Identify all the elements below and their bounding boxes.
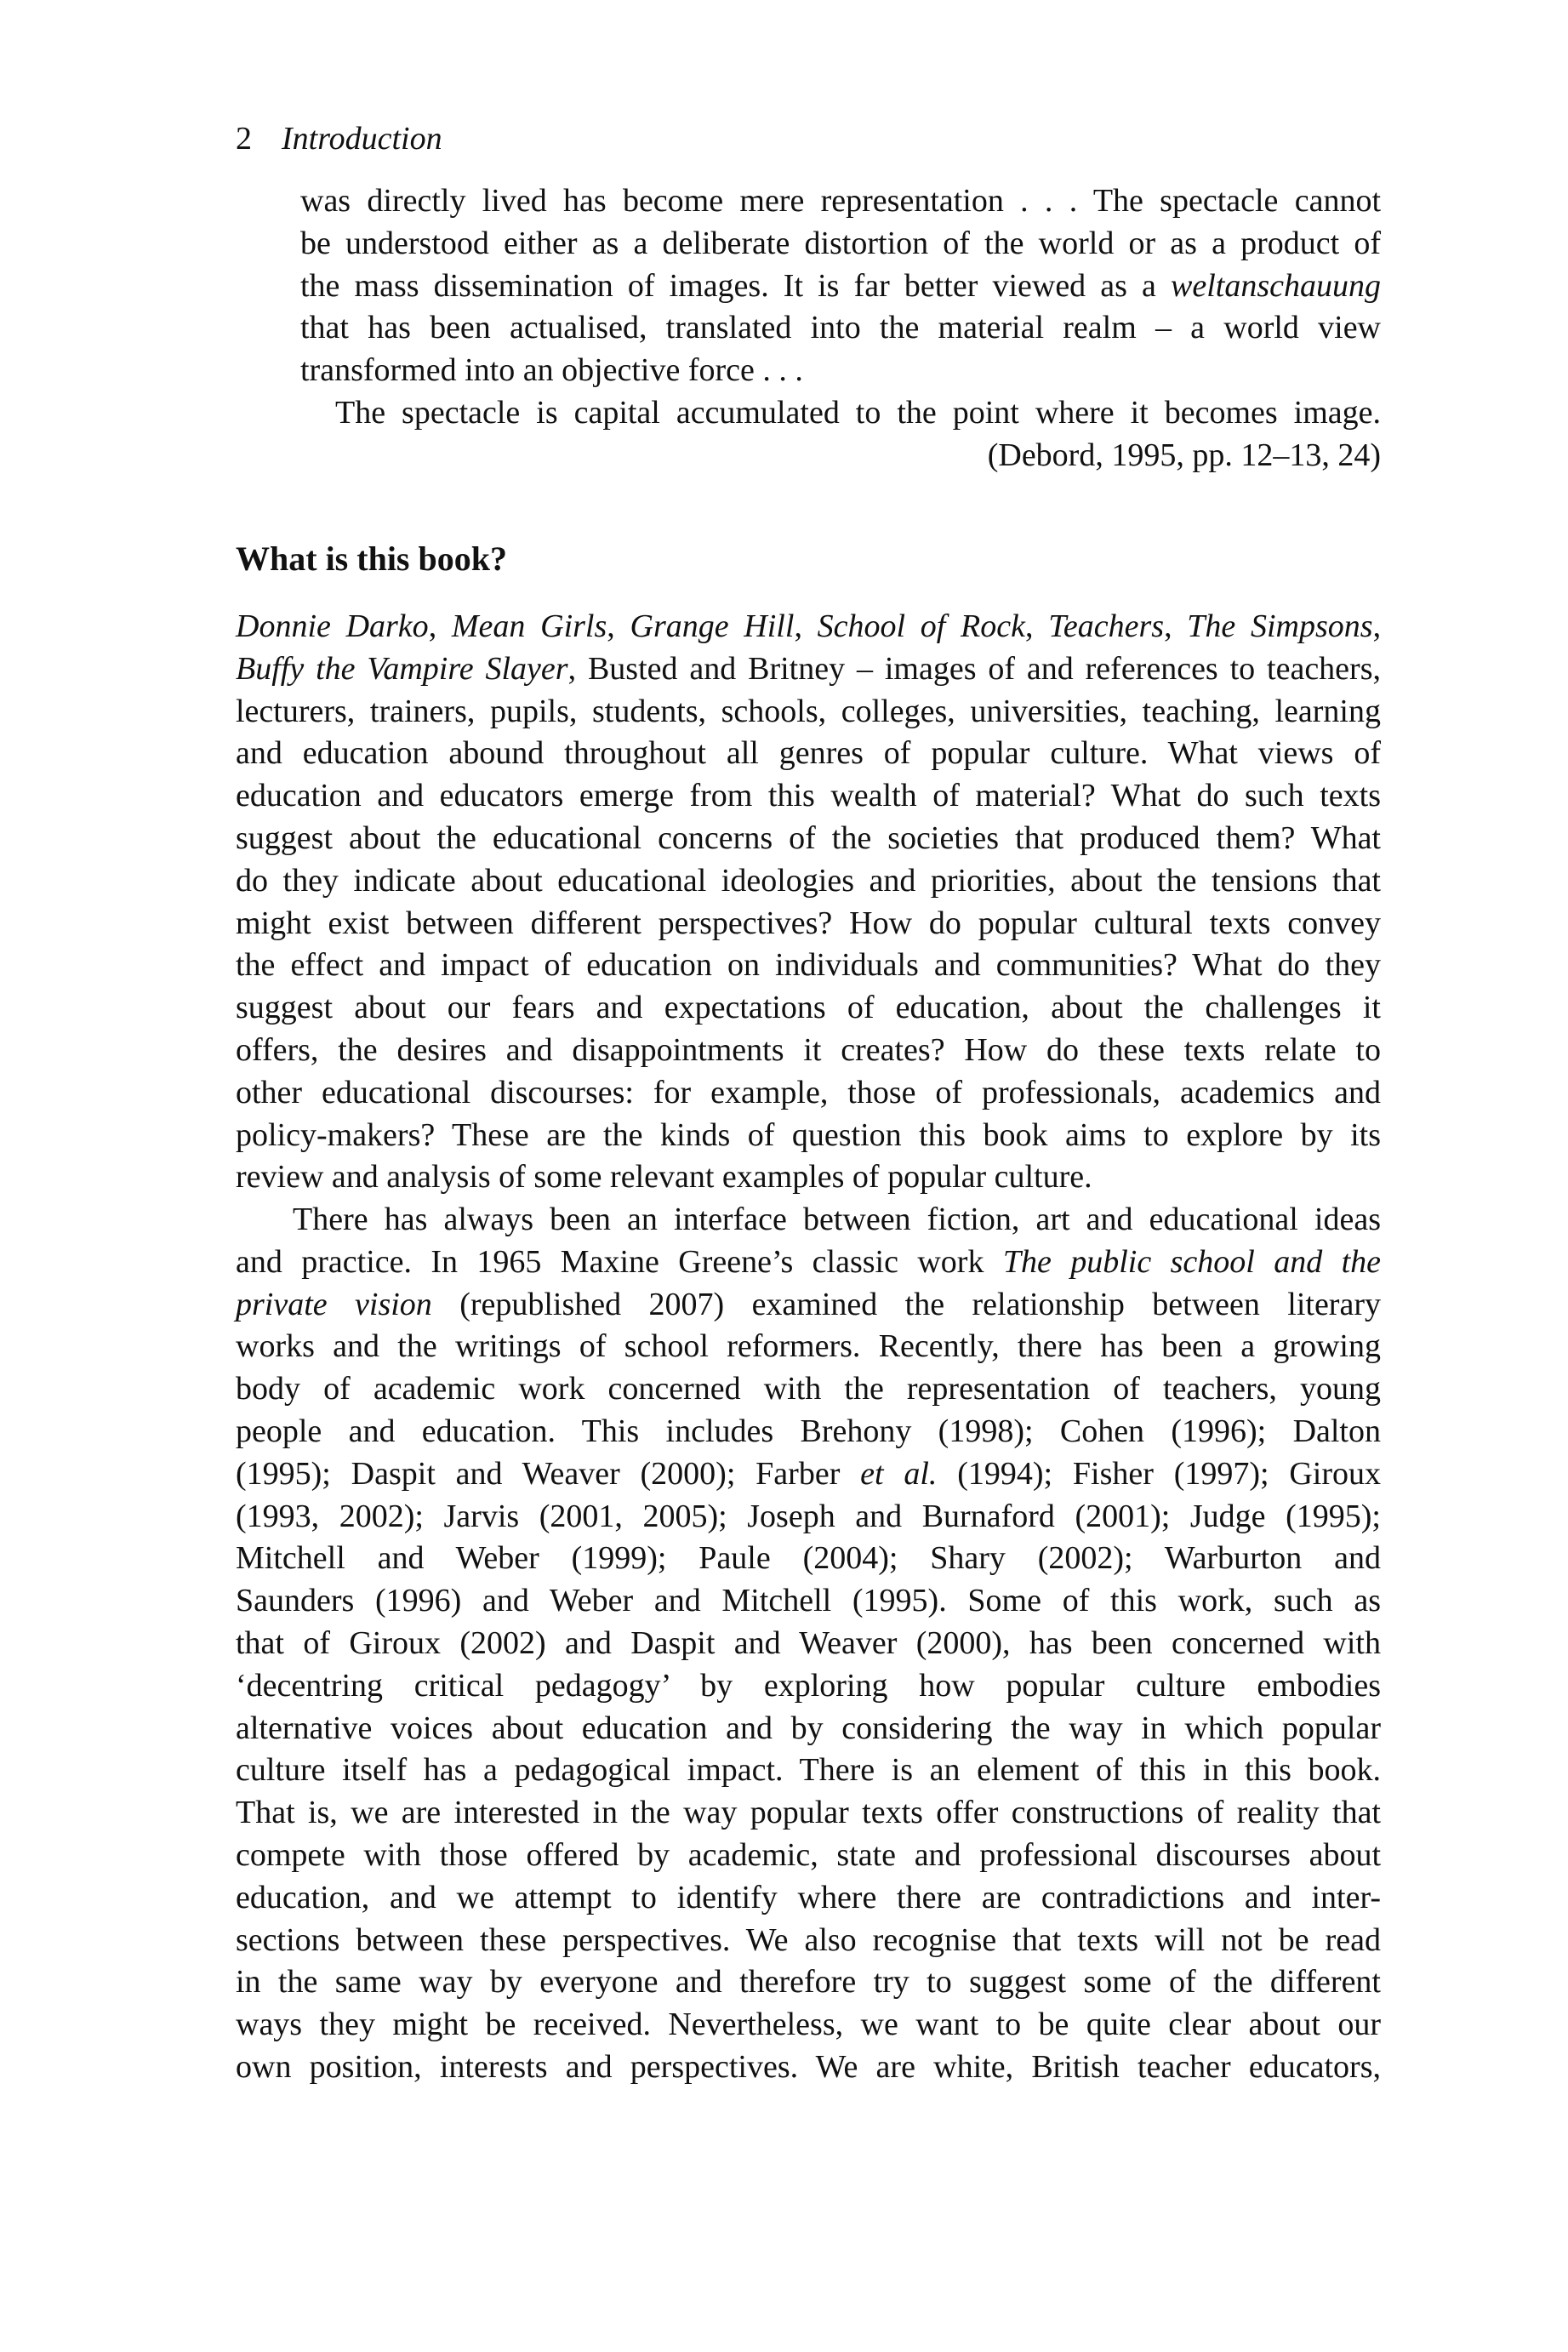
block-quote xyxy=(300,180,1381,477)
text-segment: (Debord, 1995, pp. 12–13, 24) xyxy=(987,437,1381,473)
text-segment: that of Giroux (2002) and Daspit and Weaver (2000), has been concerned with xyxy=(236,1624,1381,1661)
text-segment: body of academic work concerned with the representation of teachers, young xyxy=(236,1371,1381,1407)
running-header xyxy=(236,117,442,160)
text-segment: ways they might be received. Nevertheless, we want to be quite clear about our xyxy=(236,2007,1381,2043)
text-segment: (1993, 2002); Jarvis (2001, 2005); Joseph and Burnaford (2001); Judge (1995); xyxy=(236,1498,1381,1534)
text-segment: offers, the desires and disappointments it creates? How do these texts relate to xyxy=(236,1031,1381,1068)
text-line xyxy=(236,1538,1381,1580)
text-line xyxy=(236,987,1381,1030)
text-segment: , xyxy=(794,608,818,644)
text-line xyxy=(236,1368,1381,1411)
text-line xyxy=(236,1284,1381,1327)
text-line xyxy=(236,1961,1381,2004)
text-segment: the mass dissemination of images. It is far better viewed as a xyxy=(300,267,1172,304)
text-segment: , xyxy=(1025,608,1049,644)
text-line xyxy=(236,1792,1381,1835)
italic-text: Teachers xyxy=(1048,608,1165,644)
text-segment: be understood either as a deliberate distortion of the world or as a product of xyxy=(300,225,1381,261)
text-segment: , xyxy=(1164,608,1188,644)
italic-text: Grange Hill xyxy=(630,608,795,644)
text-segment: policy-makers? These are the kinds of question this book aims to explore by its xyxy=(236,1116,1381,1153)
text-line xyxy=(236,1496,1381,1539)
text-line xyxy=(236,1920,1381,1962)
italic-text: School of Rock xyxy=(817,608,1026,644)
text-segment: own position, interests and perspectives. We are white, British teacher educators, xyxy=(236,2048,1381,2085)
text-segment: Mitchell and Weber (1999); Paule (2004); Shary (2002); Warburton and xyxy=(236,1540,1381,1577)
text-segment: That is, we are interested in the way popular texts offer constructions of reality that xyxy=(236,1795,1381,1831)
text-line xyxy=(236,775,1381,818)
paragraph-2 xyxy=(236,1199,1381,2089)
text-segment: and education abound throughout all genres of popular culture. What views of xyxy=(236,735,1381,772)
text-segment: The spectacle is capital accumulated to the point where it becomes image. xyxy=(335,394,1381,431)
page-number: 2 xyxy=(236,121,252,157)
text-line xyxy=(236,2047,1381,2089)
text-segment: transformed into an objective force . . . xyxy=(300,352,803,389)
citation xyxy=(300,435,1381,477)
text-segment: and practice. In 1965 Maxine Greene’s classic work xyxy=(236,1243,1003,1280)
paragraph-1 xyxy=(236,606,1381,1199)
text-line xyxy=(236,1199,1381,1242)
text-segment: ‘decentring critical pedagogy’ by exploring how popular culture embodies xyxy=(236,1667,1381,1704)
text-line xyxy=(300,392,1381,435)
section-heading: What is this book? xyxy=(236,539,507,578)
text-line xyxy=(236,1030,1381,1072)
text-line xyxy=(236,903,1381,945)
text-line xyxy=(300,265,1381,308)
text-line xyxy=(236,1411,1381,1453)
text-line xyxy=(236,1580,1381,1623)
text-segment: other educational discourses: for example, those of professionals, academics and xyxy=(236,1074,1381,1110)
text-line xyxy=(236,1156,1381,1199)
text-segment: There has always been an interface between fiction, art and educational ideas xyxy=(293,1202,1381,1237)
text-segment: , xyxy=(607,608,630,644)
text-line xyxy=(236,1623,1381,1665)
text-segment: Saunders (1996) and Weber and Mitchell (1995). Some of this work, such as xyxy=(236,1583,1381,1619)
text-line xyxy=(300,180,1381,223)
text-segment: education and educators emerge from this wealth of material? What do such texts xyxy=(236,778,1381,814)
text-segment: that has been actualised, translated into the material realm – a world view xyxy=(300,310,1381,346)
text-line xyxy=(300,223,1381,265)
text-line xyxy=(236,860,1381,903)
text-segment: , Busted and Britney – images of and references to teachers, xyxy=(567,650,1381,687)
text-segment: people and education. This includes Brehony (1998); Cohen (1996); Dalton xyxy=(236,1413,1381,1449)
text-segment: might exist between different perspectives? How do popular cultural texts convey xyxy=(236,905,1381,941)
text-segment: was directly lived has become mere representation . . . The spectacle cannot xyxy=(300,183,1381,219)
text-line xyxy=(236,1072,1381,1115)
text-segment: culture itself has a pedagogical impact. There is an element of this in this book. xyxy=(236,1752,1381,1789)
text-line xyxy=(300,307,1381,350)
text-line xyxy=(236,648,1381,691)
text-segment: (1995); Daspit and Weaver (2000); Farber xyxy=(236,1455,861,1492)
text-line xyxy=(236,818,1381,860)
text-segment: suggest about our fears and expectations of education, about the challenges it xyxy=(236,990,1381,1026)
text-segment: sections between these perspectives. We also recognise that texts will not be read xyxy=(236,1921,1381,1958)
italic-text: The public school and the xyxy=(1002,1243,1381,1280)
italic-text: et al. xyxy=(860,1455,938,1492)
text-line xyxy=(236,1115,1381,1157)
text-line xyxy=(236,733,1381,775)
text-line xyxy=(236,1835,1381,1877)
text-line xyxy=(236,1453,1381,1496)
text-segment: lecturers, trainers, pupils, students, schools, colleges, universities, teaching, learning xyxy=(236,693,1381,729)
text-segment: the effect and impact of education on individuals and communities? What do they xyxy=(236,947,1381,984)
italic-text: private vision xyxy=(236,1286,432,1322)
text-line xyxy=(236,606,1381,648)
italic-text: Buffy the Vampire Slayer xyxy=(236,650,568,687)
text-segment: , xyxy=(428,608,452,644)
text-segment: do they indicate about educational ideologies and priorities, about the tensions that xyxy=(236,862,1381,899)
text-line xyxy=(236,945,1381,987)
text-line xyxy=(236,1242,1381,1284)
text-line xyxy=(236,1665,1381,1708)
text-segment: compete with those offered by academic, state and professional discourses about xyxy=(236,1836,1381,1873)
text-segment: suggest about the educational concerns of the societies that produced them? What xyxy=(236,819,1381,856)
text-line xyxy=(236,1750,1381,1792)
italic-text: weltanschauung xyxy=(1171,267,1381,304)
text-line xyxy=(236,691,1381,734)
text-line xyxy=(236,2004,1381,2047)
text-segment: in the same way by everyone and therefore try to suggest some of the different xyxy=(236,1964,1381,2001)
text-segment: alternative voices about education and by considering the way in which popular xyxy=(236,1710,1381,1746)
text-segment: (1994); Fisher (1997); Giroux xyxy=(937,1455,1382,1492)
italic-text: Donnie Darko xyxy=(236,608,429,644)
text-segment: education, and we attempt to identify where there are contradictions and inter- xyxy=(236,1879,1381,1915)
text-line xyxy=(236,1326,1381,1368)
text-segment: works and the writings of school reformers. Recently, there has been a growing xyxy=(236,1328,1381,1365)
text-segment: , xyxy=(1372,608,1382,644)
running-title: Introduction xyxy=(282,121,442,157)
text-line xyxy=(236,1708,1381,1750)
text-segment: review and analysis of some relevant examples of popular culture. xyxy=(236,1159,1092,1196)
text-segment: (republished 2007) examined the relationship between literary xyxy=(431,1286,1381,1322)
text-line xyxy=(300,350,1381,392)
italic-text: The Simpsons xyxy=(1187,608,1373,644)
text-line xyxy=(236,1877,1381,1920)
italic-text: Mean Girls xyxy=(451,608,607,644)
